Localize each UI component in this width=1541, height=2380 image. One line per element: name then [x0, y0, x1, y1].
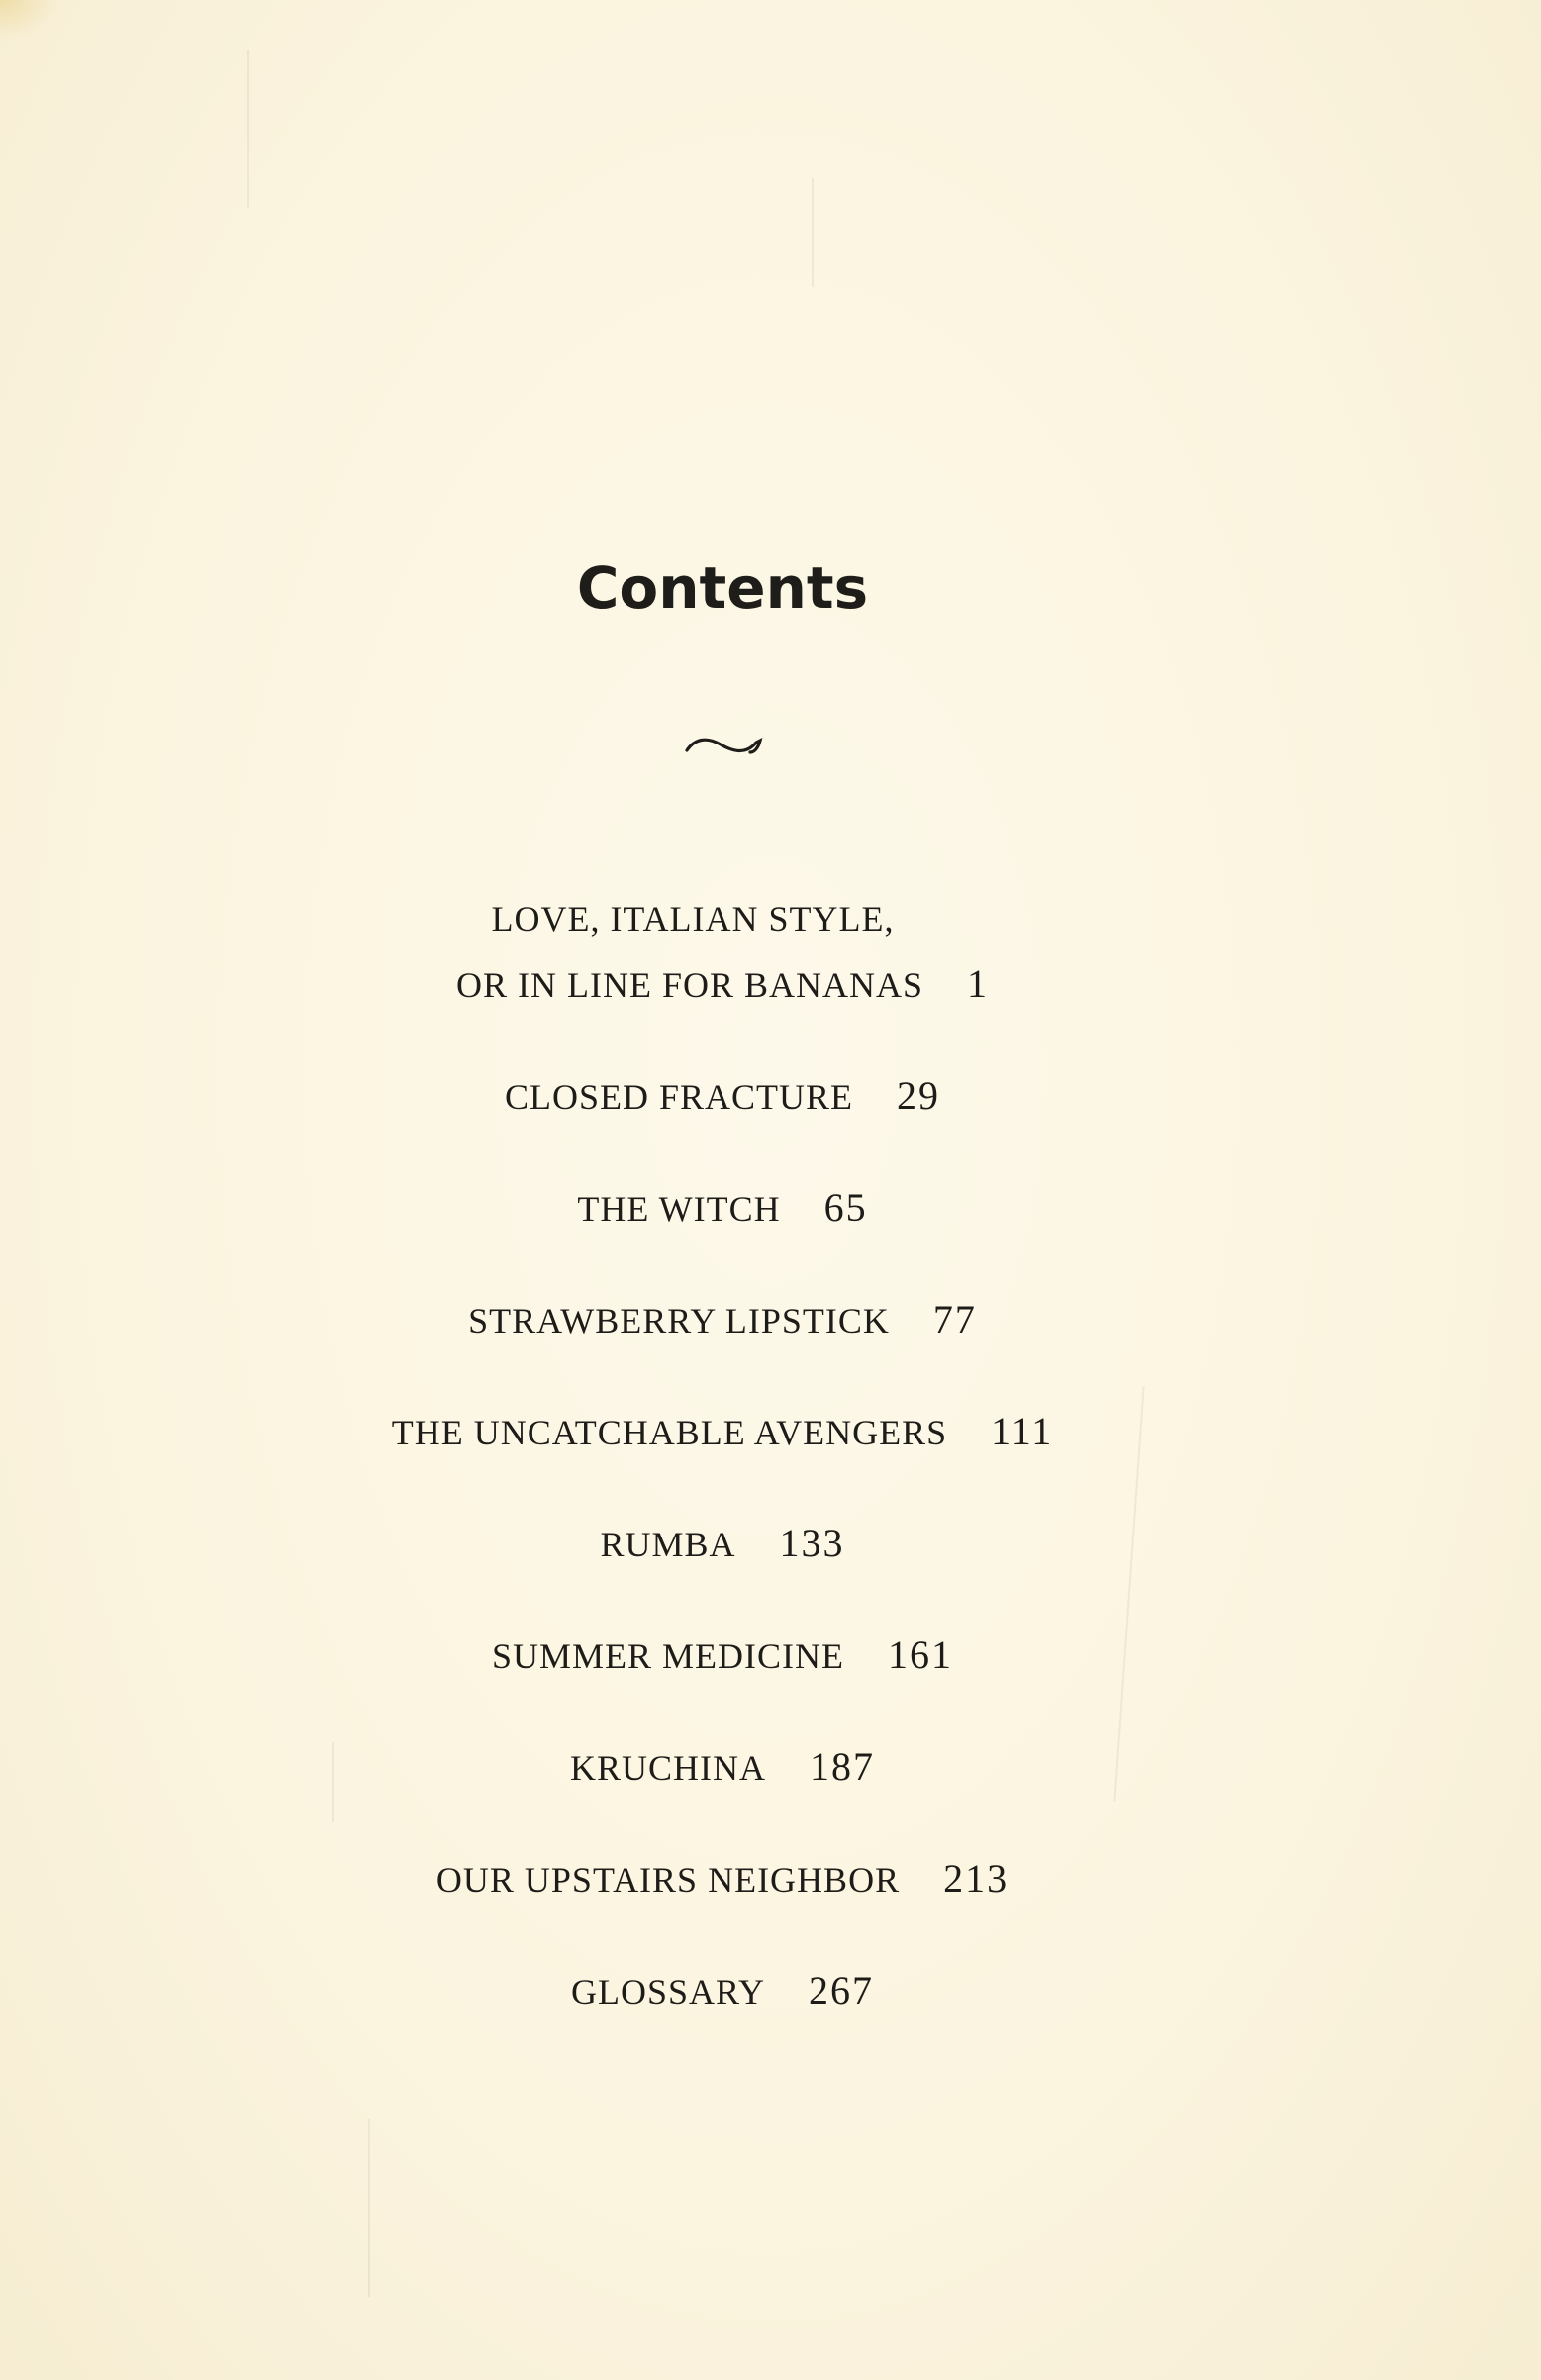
toc-entry	[0, 1634, 1445, 1678]
tilde-ornament-icon	[685, 731, 764, 760]
toc-entry-title-line2: OR IN LINE FOR BANANAS	[455, 965, 924, 1005]
toc-entry-page: 77	[932, 1297, 977, 1341]
toc-entry-title: SUMMER MEDICINE	[491, 1636, 844, 1676]
toc-entry-page: 133	[779, 1521, 845, 1565]
toc-entry-page: 213	[943, 1856, 1010, 1901]
toc-entry	[0, 1745, 1445, 1790]
toc-entry	[0, 1298, 1445, 1342]
toc-entry-page: 187	[810, 1744, 875, 1789]
toc-entry-title: KRUCHINA	[569, 1748, 766, 1788]
toc-entry	[0, 1074, 1445, 1119]
toc-entry	[0, 962, 1445, 1007]
page-title: Contents	[576, 554, 869, 622]
toc-entry-title: THE UNCATCHABLE AVENGERS	[391, 1413, 948, 1452]
toc-entry-title: STRAWBERRY LIPSTICK	[468, 1301, 890, 1340]
paper-scratch	[812, 178, 814, 287]
paper-scratch	[368, 2119, 370, 2297]
toc-entry-page: 65	[823, 1185, 868, 1230]
toc-entry-page: 267	[809, 1968, 875, 2013]
toc-entry-title: GLOSSARY	[570, 1972, 766, 2012]
toc-entry-title: OUR UPSTAIRS NEIGHBOR	[435, 1860, 901, 1900]
toc-entry	[0, 897, 1445, 941]
toc-entry	[0, 1186, 1445, 1231]
toc-entry	[0, 1969, 1445, 2014]
paper-scratch	[247, 50, 249, 208]
toc-entry-title-line1: LOVE, ITALIAN STYLE,	[491, 899, 895, 939]
corner-stain	[0, 0, 59, 40]
toc-entry-title: RUMBA	[600, 1525, 736, 1564]
toc-entry	[0, 1522, 1445, 1566]
toc-entry-page: 1	[967, 961, 990, 1006]
toc-entry-page: 29	[897, 1073, 941, 1118]
toc-entry	[0, 1410, 1445, 1454]
toc-entry-page: 161	[888, 1633, 953, 1677]
toc-entry-page: 111	[991, 1409, 1054, 1453]
toc-entry-title: THE WITCH	[577, 1189, 781, 1229]
toc-entry-title: CLOSED FRACTURE	[504, 1077, 854, 1117]
toc-entry	[0, 1857, 1445, 1902]
